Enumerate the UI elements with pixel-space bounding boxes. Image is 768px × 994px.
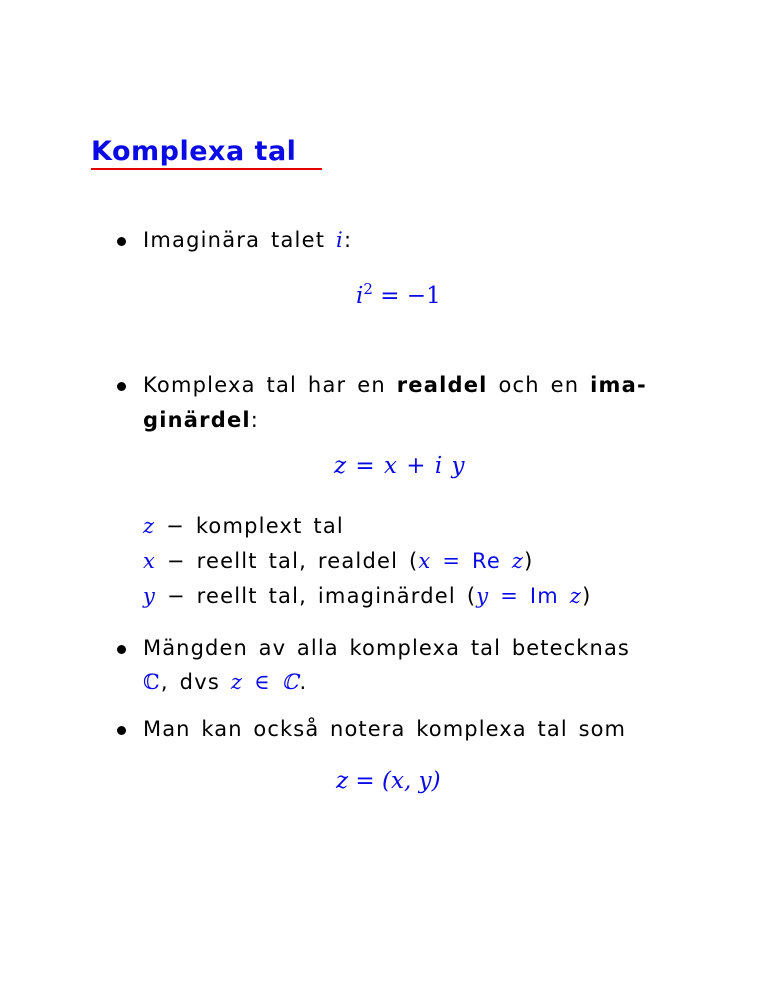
ima-bold: ima-: [590, 373, 647, 397]
item-3-line-2: [143, 672, 307, 693]
equation-z-pair: z = (x, y): [336, 768, 441, 794]
item-2-line-2: [143, 410, 259, 431]
item-3-membership: z ∈ ℂ: [230, 670, 300, 694]
item-1-colon: :: [343, 228, 353, 252]
eq1-exponent: 2: [363, 280, 373, 298]
def-x-eq-var: x: [418, 549, 432, 573]
eq1-base: i: [356, 283, 364, 309]
bullet-1: [117, 237, 126, 246]
def-z-var: z: [143, 514, 156, 538]
def-y-dash: −: [156, 584, 197, 608]
equation-z: z = x + i y: [334, 453, 465, 479]
def-z-dash: −: [155, 514, 196, 538]
item-4-line-1: Man kan också notera komplexa tal som: [143, 717, 627, 741]
bullet-3: [117, 645, 126, 654]
equation-i-squared: [356, 280, 441, 309]
item-3-period: .: [299, 670, 308, 694]
title-underline: [91, 168, 322, 170]
bullet-2: [117, 382, 126, 391]
def-x-eq-arg: z: [500, 549, 525, 573]
item-2-text-a: Komplexa tal har en: [143, 373, 397, 397]
def-x-close: ): [524, 549, 534, 573]
def-y-var: y: [143, 584, 157, 608]
def-x-dash: −: [156, 549, 197, 573]
eq1-rest: = −1: [372, 283, 441, 309]
item-2-line-1: [143, 375, 647, 396]
item-1-line: [143, 230, 352, 251]
item-1-text: Imaginära talet: [143, 228, 337, 252]
definition-y: [143, 586, 591, 607]
item-1-math-i: i: [336, 228, 344, 252]
definition-x: [143, 551, 534, 572]
def-x-re-op: Re: [472, 549, 501, 573]
complex-set-symbol: ℂ: [143, 670, 161, 694]
realdel-bold: realdel: [396, 373, 488, 397]
def-y-text: reellt tal, imaginärdel (: [196, 584, 477, 608]
item-3-dvs: , dvs: [160, 670, 231, 694]
def-y-im-op: Im: [529, 584, 559, 608]
def-z-text: komplext tal: [195, 514, 344, 538]
item-3-line-1: Mängden av alla komplexa tal betecknas: [143, 636, 630, 660]
ginardel-bold: ginärdel: [143, 408, 251, 432]
def-y-eq-sign: =: [489, 584, 530, 608]
def-y-eq-arg: z: [558, 584, 583, 608]
definition-z: [143, 516, 344, 537]
def-x-text: reellt tal, realdel (: [196, 549, 419, 573]
bullet-4: [117, 726, 126, 735]
item-2-colon: :: [250, 408, 260, 432]
item-2-text-b: och en: [487, 373, 591, 397]
def-y-eq-var: y: [476, 584, 490, 608]
def-y-close: ): [582, 584, 592, 608]
def-x-eq-sign: =: [431, 549, 473, 573]
slide-title: Komplexa tal: [91, 136, 297, 167]
def-x-var: x: [143, 549, 157, 573]
